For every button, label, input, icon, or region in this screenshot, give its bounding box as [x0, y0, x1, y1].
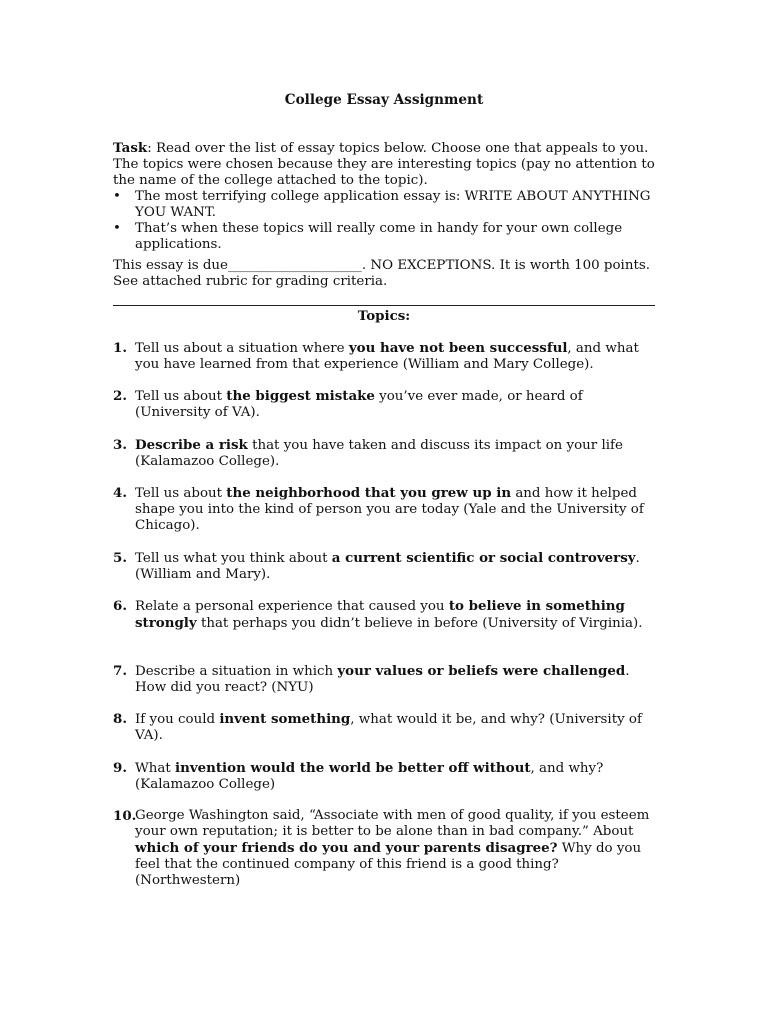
topic-number: 1. — [113, 340, 127, 356]
topic-item — [113, 760, 658, 793]
topic-text: Relate a personal experience that caused you to believe in something strongly that perhaps you didn’t believe in before (University of Virginia). — [135, 598, 643, 631]
topic-number: 8. — [113, 711, 127, 727]
task-section — [113, 140, 673, 253]
topic-text: George Washington said, “Associate with men of good quality, if you esteem your own reputation; it is better to be alone than in bad company.” About which of your friends do you and your parents disagree? Why do you feel that the continued company of this friend is a good thing? (Northwestern) — [135, 808, 650, 888]
topic-item — [113, 808, 658, 889]
topics-heading: Topics: — [357, 308, 411, 324]
document-title: College Essay Assignment — [284, 92, 484, 108]
task-intro — [113, 140, 673, 157]
topic-item — [113, 663, 658, 696]
bullet-icon: • — [113, 189, 121, 204]
topic-text: Tell us about a situation where you have not been successful, and what you have learned from that experience (William and Mary College). — [135, 340, 639, 372]
topic-item — [113, 598, 658, 632]
topic-number: 5. — [113, 550, 127, 566]
task-line-2: The topics were chosen because they are interesting topics (pay no attention to the name of the college attached to the topic). — [113, 157, 655, 188]
topic-item — [113, 711, 658, 744]
topic-text: Describe a risk that you have taken and discuss its impact on your life (Kalamazoo College). — [135, 437, 623, 469]
topic-item — [113, 437, 658, 470]
topic-number: 3. — [113, 437, 127, 453]
topic-item — [113, 388, 658, 421]
task-bullet-list — [113, 189, 673, 253]
topic-item — [113, 340, 658, 373]
task-line-1: : Read over the list of essay topics below. Choose one that appeals to you. — [147, 141, 649, 156]
topic-number: 9. — [113, 760, 127, 776]
horizontal-divider — [113, 305, 655, 306]
task-label: Task — [113, 140, 148, 156]
topic-text: Tell us what you think about a current scientific or social controversy. (William and Mary). — [135, 550, 640, 582]
topic-text: If you could invent something, what would it be, and why? (University of VA). — [135, 711, 642, 743]
due-line-1: This essay is due____________________. NO EXCEPTIONS. It is worth 100 points. — [113, 258, 650, 273]
topic-item — [113, 485, 658, 534]
due-section — [113, 258, 673, 290]
topic-text: Describe a situation in which your values or beliefs were challenged. How did you react? (NYU) — [135, 663, 630, 695]
topic-number: 4. — [113, 485, 127, 501]
topic-number: 2. — [113, 388, 127, 404]
topic-text: Tell us about the biggest mistake you’ve ever made, or heard of (University of VA). — [135, 388, 583, 420]
topic-text: Tell us about the neighborhood that you grew up in and how it helped shape you into the kind of person you are today (Yale and the University of Chicago). — [135, 485, 644, 533]
topic-number: 10. — [113, 808, 137, 824]
topic-item — [113, 550, 658, 583]
topic-number: 7. — [113, 663, 127, 679]
topic-text: What invention would the world be better off without, and why? (Kalamazoo College) — [135, 760, 604, 792]
topic-number: 6. — [113, 598, 127, 614]
task-bullet: • The most terrifying college application essay is: WRITE ABOUT ANYTHING YOU WANT. — [113, 189, 651, 220]
bullet-icon: • — [113, 221, 121, 236]
due-line-2: See attached rubric for grading criteria. — [113, 274, 388, 289]
task-bullet: • That’s when these topics will really come in handy for your own college applications. — [113, 221, 623, 252]
